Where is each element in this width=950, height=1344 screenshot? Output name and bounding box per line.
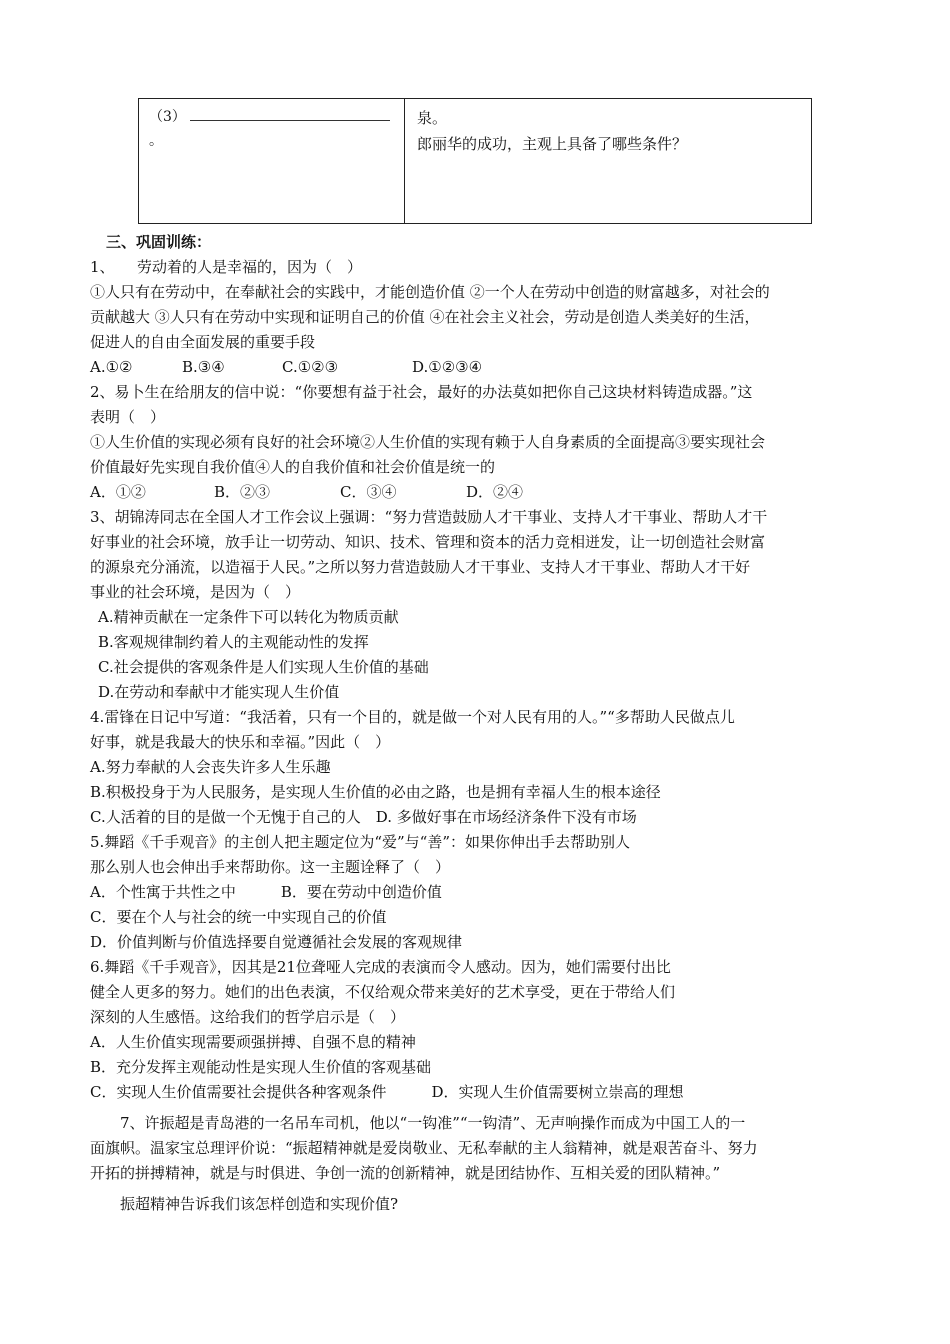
q2-option-d: D．②④ [466,483,524,501]
q6-line-2: 健全人更多的努力。她们的出色表演，不仅给观众带来美好的艺术享受，更在于带给人们 [90,983,676,1001]
q2-line-3: ①人生价值的实现必须有良好的社会环境②人生价值的实现有赖于人自身素质的全面提高③要实现社会 [90,433,766,451]
q1-line-1: ①人只有在劳动中，在奉献社会的实践中，才能创造价值 ②一个人在劳动中创造的财富越多，对社会的 [90,283,770,301]
table-left-cell [149,105,390,153]
right-line-2: 郎丽华的成功，主观上具备了哪些条件？ [417,135,688,153]
q4-line-1: 4.雷锋在日记中写道：“我活着，只有一个目的，就是做一个对人民有用的人。”“多帮助人民做点儿 [90,708,735,726]
q7-line-1: 7、许振超是青岛港的一名吊车司机，他以“一钩准”“一钩清”、无声响操作而成为中国工人的一 [120,1114,746,1132]
q2-line-1: 2、易卜生在给朋友的信中说：“你要想有益于社会，最好的办法莫如把你自己这块材料铸造成器。”这 [90,383,753,401]
item-3-blank[interactable] [190,106,390,121]
q1-option-a: A.①② [90,358,133,376]
section-title: 三、巩固训练： [106,233,212,251]
q3-option-b: B.客观规律制约着人的主观能动性的发挥 [98,633,369,651]
q1-line-2: 贡献越大 ③人只有在劳动中实现和证明自己的价值 ④在社会主义社会，劳动是创造人类美好的生活， [90,308,760,326]
q5-line-1: 5.舞蹈《千手观音》的主创人把主题定位为“爱”与“善”：如果你伸出手去帮助别人 [90,833,630,851]
q6-option-b: B．充分发挥主观能动性是实现人生价值的客观基础 [90,1058,432,1076]
q1-option-b: B.③④ [182,358,225,376]
q5-line-2: 那么别人也会伸出手来帮助你。这一主题诠释了（ ） [90,858,451,876]
q6-option-a: A．人生价值实现需要顽强拼搏、自强不息的精神 [90,1033,416,1051]
q3-option-d: D.在劳动和奉献中才能实现人生价值 [98,683,340,701]
q2-line-4: 价值最好先实现自我价值④人的自我价值和社会价值是统一的 [90,458,496,476]
q4-line-2: 好事，就是我最大的快乐和幸福。”因此（ ） [90,733,391,751]
q4-option-b: B.积极投身于为人民服务，是实现人生价值的必由之路，也是拥有幸福人生的根本途径 [90,783,661,801]
q5-option-c: C．要在个人与社会的统一中实现自己的价值 [90,908,387,926]
q1-options [90,355,860,380]
q5-option-d: D．价值判断与价值选择要自觉遵循社会发展的客观规律 [90,933,463,951]
q2-options [90,480,860,505]
q3-option-a: A.精神贡献在一定条件下可以转化为物质贡献 [98,608,399,626]
answer-table [138,98,812,224]
q3-line-3: 的源泉充分涌流，以造福于人民。”之所以努力营造鼓励人才干事业、支持人才干事业、帮助人才干好 [90,558,751,576]
q2-option-b: B．②③ [214,483,271,501]
q3-option-c: C.社会提供的客观条件是人们实现人生价值的基础 [98,658,429,676]
exercise-content [90,230,860,1217]
q7-line-3: 开拓的拼搏精神，就是与时俱进、争创一流的创新精神，就是团结协作、互相关爱的团队精神。” [90,1164,721,1182]
q2-option-c: C．③④ [340,483,397,501]
q3-line-1: 3、胡锦涛同志在全国人才工作会议上强调：“努力营造鼓励人才干事业、支持人才干事业、帮助人才干 [90,508,768,526]
q3-line-2: 好事业的社会环境，放手让一切劳动、知识、技术、管理和资本的活力竞相迸发，让一切创造社会财富 [90,533,766,551]
q2-line-2: 表明（ ） [90,408,166,426]
q1-option-d: D.①②③④ [412,358,483,376]
table-divider [404,99,405,223]
q6-option-cd: C．实现人生价值需要社会提供各种客观条件 D．实现人生价值需要树立崇高的理想 [90,1083,684,1101]
q1-option-c: C.①②③ [282,358,339,376]
table-right-cell [417,105,687,157]
right-line-1: 泉。 [417,109,448,127]
q1-stem: 1、 劳动着的人是幸福的，因为（ ） [90,258,363,276]
item-3-tail: 。 [149,133,163,149]
q7-line-2: 面旗帜。温家宝总理评价说：“振超精神就是爱岗敬业、无私奉献的主人翁精神，就是艰苦奋斗、努力 [90,1139,758,1157]
q7-question: 振超精神告诉我们该怎样创造和实现价值? [120,1195,399,1213]
q4-option-cd: C.人活着的目的是做一个无愧于自己的人 D. 多做好事在市场经济条件下没有市场 [90,808,637,826]
q2-option-a: A．①② [90,483,146,501]
q4-option-a: A.努力奉献的人会丧失许多人生乐趣 [90,758,331,776]
q5-option-ab: A．个性寓于共性之中 B．要在劳动中创造价值 [90,883,442,901]
q1-line-3: 促进人的自由全面发展的重要手段 [90,333,316,351]
q6-line-1: 6.舞蹈《千手观音》，因其是21位聋哑人完成的表演而令人感动。因为，她们需要付出比 [90,958,671,976]
item-3-label: （3） [149,109,186,125]
q3-line-4: 事业的社会环境，是因为（ ） [90,583,301,601]
q6-line-3: 深刻的人生感悟。这给我们的哲学启示是（ ） [90,1008,406,1026]
